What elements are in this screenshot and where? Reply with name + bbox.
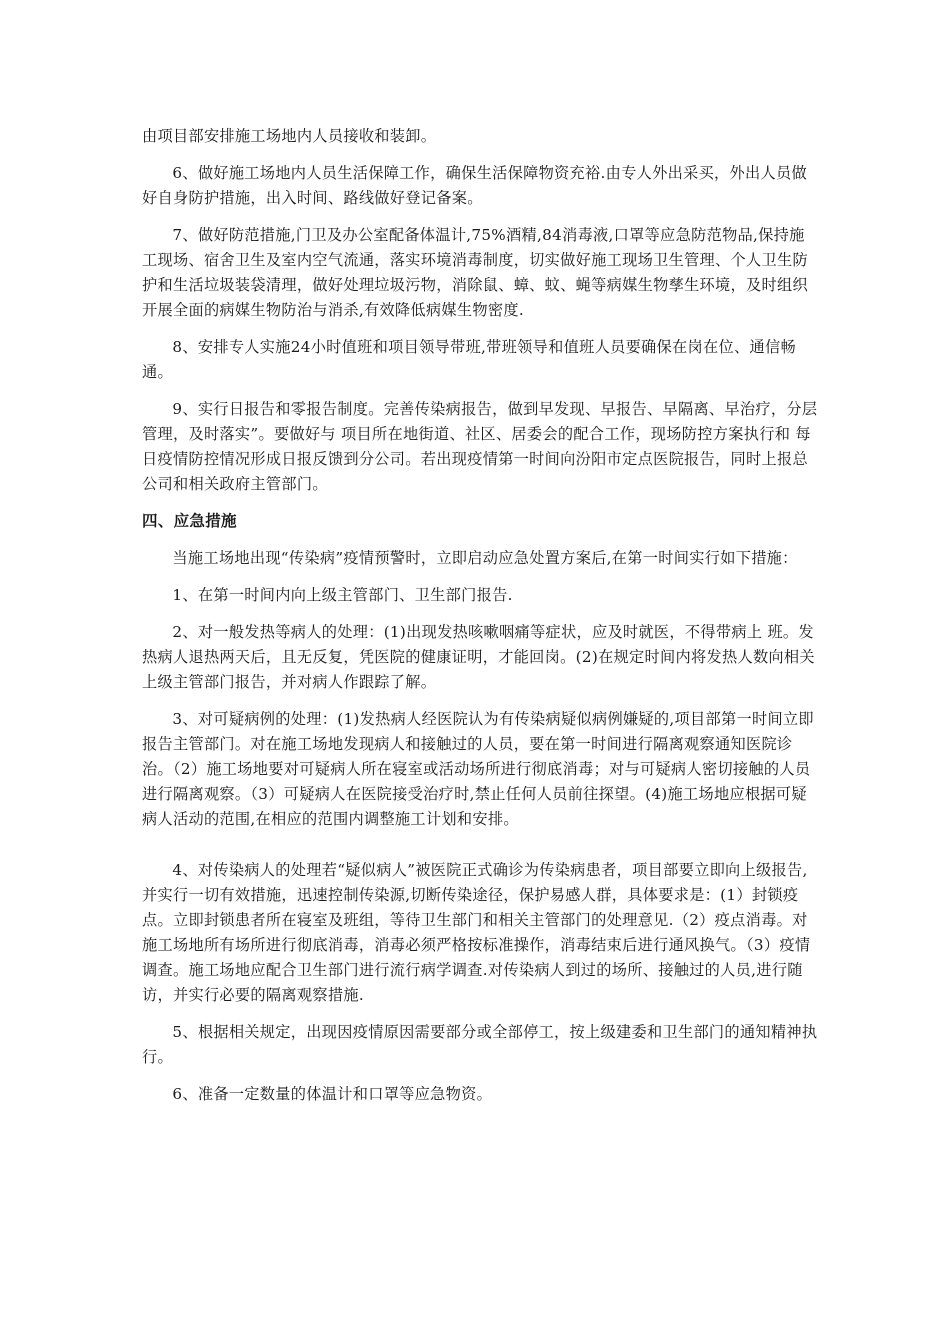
paragraph: 6、准备一定数量的体温计和口罩等应急物资。 <box>172 1085 493 1103</box>
paragraph: 7、做好防范措施,门卫及办公室配备体温计,75%酒精,84消毒液,口罩等应急防范物品,保持施工现场、宿舍卫生及室内空气流通，落实环境消毒制度，切实做好施工现场卫生管理、个人卫生防护和生活垃圾装袋清理，做好处理垃圾污物，消除鼠、蟑、蚊、蝇等病媒生物孳生环境，及时组织开展全面的病媒生物防治与消杀,有效降低病媒生物密度. <box>142 226 808 319</box>
paragraph: 5、根据相关规定，出现因疫情原因需要部分或全部停工，按上级建委和卫生部门的通知精神执行。 <box>142 1023 818 1066</box>
paragraph: 1、在第一时间内向上级主管部门、卫生部门报告. <box>172 586 513 604</box>
paragraph: 3、对可疑病例的处理：(1)发热病人经医院认为有传染病疑似病例嫌疑的,项目部第一时间立即报告主管部门。对在施工场地发现病人和接触过的人员，要在第一时间进行隔离观察通知医院诊治。（2）施工场地要对可疑病人所在寝室或活动场所进行彻底消毒；对与可疑病人密切接触的人员进行隔离观察。（3）可疑病人在医院接受治疗时,禁止任何人员前往探望。(4)施工场地应根据可疑病人活动的范围,在相应的范围内调整施工计划和安排。 <box>142 710 814 828</box>
paragraph: 当施工场地出现“传染病”疫情预警时，立即启动应急处置方案后,在第一时间实行如下措施： <box>172 549 798 567</box>
paragraph: 6、做好施工场地内人员生活保障工作，确保生活保障物资充裕.由专人外出采买，外出人员做好自身防护措施，出入时间、路线做好登记备案。 <box>142 164 807 207</box>
paragraph: 9、实行日报告和零报告制度。完善传染病报告，做到早发现、早报告、早隔离、早治疗，分层管理，及时落实”。要做好与 项目所在地街道、社区、居委会的配合工作，现场防控方案执行和 每日疫情防控情况形成日报反馈到分公司。若出现疫情第一时间向汾阳市定点医院报告，同时上报总公司和相关政府主管部门。 <box>142 400 818 493</box>
document-body <box>142 124 820 1119</box>
paragraph: 8、安排专人实施24小时值班和项目领导带班,带班领导和值班人员要确保在岗在位、通信畅通。 <box>142 338 796 381</box>
paragraph: 4、对传染病人的处理若“疑似病人”被医院正式确诊为传染病患者，项目部要立即向上级报告,并实行一切有效措施，迅速控制传染源,切断传染途径，保护易感人群，具体要求是：(1）封锁疫点。立即封锁患者所在寝室及班组，等待卫生部门和相关主管部门的处理意见.（2）疫点消毒。对施工场地所有场所进行彻底消毒，消毒必须严格按标准操作，消毒结束后进行通风换气。（3）疫情调查。施工场地应配合卫生部门进行流行病学调查.对传染病人到过的场所、接触过的人员,进行随访，并实行必要的隔离观察措施. <box>142 861 811 1004</box>
paragraph: 由项目部安排施工场地内人员接收和装卸。 <box>142 127 437 145</box>
spacer <box>142 844 820 858</box>
section-heading: 四、应急措施 <box>142 512 237 530</box>
paragraph: 2、对一般发热等病人的处理：(1)出现发热咳嗽咽痛等症状，应及时就医，不得带病上 班。发热病人退热两天后，且无反复，凭医院的健康证明，才能回岗。(2)在规定时间内将发热人数向相关上级主管部门报告，并对病人作跟踪了解。 <box>142 623 815 691</box>
